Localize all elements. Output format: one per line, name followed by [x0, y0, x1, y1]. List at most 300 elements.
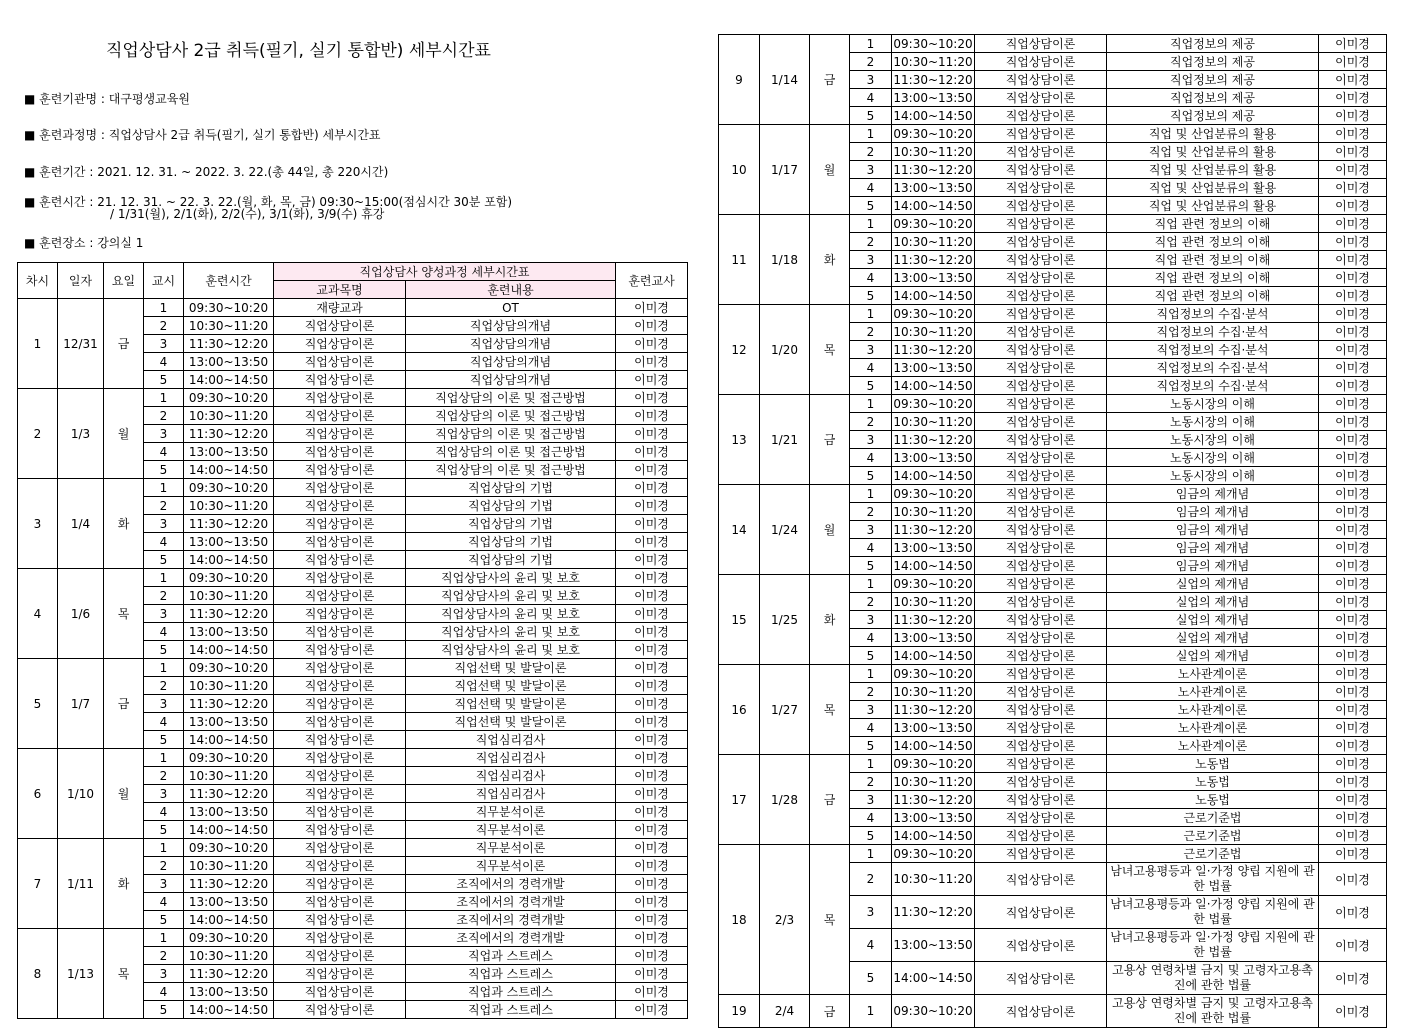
training-content: 노사관계이론	[1107, 737, 1319, 755]
subject-name: 직업상담이론	[975, 305, 1107, 323]
training-content: 직업 및 산업분류의 활용	[1107, 143, 1319, 161]
training-content: 직업 관련 정보의 이해	[1107, 251, 1319, 269]
training-content: 직업과 스트레스	[406, 1001, 616, 1019]
session-date: 2/3	[760, 845, 810, 995]
subject-name: 직업상담이론	[975, 647, 1107, 665]
header-group: 직업상담사 양성과정 세부시간표	[274, 263, 616, 281]
training-content: 직업상담의개념	[406, 371, 616, 389]
session-weekday: 금	[104, 659, 144, 749]
period-time: 09:30~10:20	[184, 839, 274, 857]
teacher-name: 이미경	[616, 605, 688, 623]
header-subject: 교과목명	[274, 281, 406, 299]
session-weekday: 금	[104, 299, 144, 389]
subject-name: 직업상담이론	[274, 839, 406, 857]
period-number: 5	[850, 647, 892, 665]
period-time: 10:30~11:20	[184, 587, 274, 605]
period-number: 2	[144, 677, 184, 695]
teacher-name: 이미경	[1319, 719, 1387, 737]
period-time: 10:30~11:20	[184, 317, 274, 335]
period-time: 11:30~12:20	[893, 252, 973, 267]
teacher-name: 이미경	[1319, 845, 1387, 863]
subject-name: 직업상담이론	[975, 896, 1107, 929]
table-row	[719, 305, 1387, 323]
teacher-name: 이미경	[616, 947, 688, 965]
teacher-name: 이미경	[1319, 323, 1387, 341]
training-content: 임금의 제개념	[1107, 521, 1319, 539]
subject-name: 직업상담이론	[274, 569, 406, 587]
teacher-name: 이미경	[616, 767, 688, 785]
period-number: 4	[144, 623, 184, 641]
subject-name: 직업상담이론	[274, 983, 406, 1001]
period-number: 3	[850, 431, 892, 449]
period-time: 10:30~11:20	[184, 857, 274, 875]
teacher-name: 이미경	[616, 623, 688, 641]
teacher-name: 이미경	[616, 695, 688, 713]
period-number: 1	[850, 845, 892, 863]
subject-name: 직업상담이론	[274, 965, 406, 983]
session-number: 17	[719, 755, 760, 845]
training-content: 직업 관련 정보의 이해	[1107, 287, 1319, 305]
period-number: 4	[144, 533, 184, 551]
training-content: 직업심리검사	[406, 731, 616, 749]
session-number: 8	[18, 929, 58, 1019]
table-row	[18, 479, 688, 497]
period-time: 14:00~14:50	[184, 551, 274, 569]
teacher-name: 이미경	[1319, 89, 1387, 107]
teacher-name: 이미경	[1319, 413, 1387, 431]
teacher-name: 이미경	[616, 839, 688, 857]
period-time: 11:30~12:20	[184, 605, 274, 623]
session-number: 4	[18, 569, 58, 659]
teacher-name: 이미경	[616, 515, 688, 533]
session-weekday: 월	[810, 485, 850, 575]
period-time: 14:00~14:50	[892, 962, 975, 995]
period-number: 5	[850, 962, 892, 995]
teacher-name: 이미경	[1319, 896, 1387, 929]
session-date: 2/4	[760, 995, 810, 1028]
training-content: 직업상담의 이론 및 접근방법	[406, 407, 616, 425]
teacher-name: 이미경	[1319, 683, 1387, 701]
period-time: 09:30~10:20	[893, 666, 973, 681]
subject-name: 직업상담이론	[975, 485, 1107, 503]
period-time: 13:00~13:50	[184, 803, 274, 821]
period-time: 09:30~10:20	[184, 389, 274, 407]
period-number: 5	[850, 197, 892, 215]
teacher-name: 이미경	[1319, 929, 1387, 962]
training-content: 노동법	[1107, 791, 1319, 809]
period-time: 10:30~11:20	[893, 234, 973, 249]
teacher-name: 이미경	[1319, 791, 1387, 809]
training-content: 노동법	[1107, 755, 1319, 773]
teacher-name: 이미경	[616, 497, 688, 515]
subject-name: 직업상담이론	[274, 767, 406, 785]
period-number: 3	[144, 695, 184, 713]
training-content: 직업상담의개념	[406, 317, 616, 335]
session-weekday: 화	[810, 575, 850, 665]
period-number: 3	[850, 341, 892, 359]
period-number: 3	[144, 335, 184, 353]
teacher-name: 이미경	[616, 875, 688, 893]
subject-name: 직업상담이론	[975, 215, 1107, 233]
teacher-name: 이미경	[1319, 539, 1387, 557]
training-content: 직업상담의 이론 및 접근방법	[406, 461, 616, 479]
training-content: 직업선택 및 발달이론	[406, 713, 616, 731]
subject-name: 직업상담이론	[975, 269, 1107, 287]
period-time: 13:00~13:50	[893, 540, 973, 555]
period-number: 4	[144, 443, 184, 461]
period-time: 13:00~13:50	[184, 443, 274, 461]
period-number: 5	[144, 551, 184, 569]
training-content: 직업 및 산업분류의 활용	[1107, 161, 1319, 179]
training-content: 임금의 제개념	[1107, 485, 1319, 503]
period-number: 3	[850, 701, 892, 719]
teacher-name: 이미경	[616, 857, 688, 875]
period-time: 09:30~10:20	[893, 36, 973, 51]
training-content: 근로기준법	[1107, 845, 1319, 863]
subject-name: 직업상담이론	[975, 557, 1107, 575]
period-number: 4	[850, 359, 892, 377]
period-number: 4	[850, 449, 892, 467]
teacher-name: 이미경	[616, 443, 688, 461]
period-time: 13:00~13:50	[893, 360, 973, 375]
teacher-name: 이미경	[1319, 467, 1387, 485]
training-content: 노동시장의 이해	[1107, 395, 1319, 413]
period-number: 5	[144, 731, 184, 749]
teacher-name: 이미경	[1319, 107, 1387, 125]
table-row	[18, 749, 688, 767]
session-date: 1/13	[58, 929, 104, 1019]
session-weekday: 월	[810, 125, 850, 215]
period-number: 3	[850, 791, 892, 809]
period-time: 10:30~11:20	[893, 594, 973, 609]
period-number: 1	[144, 299, 184, 317]
teacher-name: 이미경	[616, 893, 688, 911]
training-content: 직무분석이론	[406, 857, 616, 875]
training-content: 직업정보의 수집·분석	[1107, 377, 1319, 395]
subject-name: 직업상담이론	[975, 467, 1107, 485]
period-time: 11:30~12:20	[893, 792, 973, 807]
teacher-name: 이미경	[1319, 737, 1387, 755]
teacher-name: 이미경	[616, 731, 688, 749]
period-number: 4	[850, 809, 892, 827]
period-time: 11:30~12:20	[893, 72, 973, 87]
teacher-name: 이미경	[1319, 995, 1387, 1028]
training-content: 실업의 제개념	[1107, 575, 1319, 593]
schedule-table-left	[17, 262, 688, 1019]
teacher-name: 이미경	[616, 587, 688, 605]
subject-name: 직업상담이론	[274, 497, 406, 515]
subject-name: 직업상담이론	[274, 821, 406, 839]
session-date: 1/7	[58, 659, 104, 749]
subject-name: 직업상담이론	[274, 533, 406, 551]
teacher-name: 이미경	[1319, 665, 1387, 683]
training-content: 직업정보의 제공	[1107, 35, 1319, 53]
teacher-name: 이미경	[616, 407, 688, 425]
period-time: 14:00~14:50	[184, 821, 274, 839]
period-time: 10:30~11:20	[893, 414, 973, 429]
session-number: 11	[719, 215, 760, 305]
table-row	[719, 845, 1387, 863]
subject-name: 직업상담이론	[975, 863, 1107, 896]
session-date: 1/24	[760, 485, 810, 575]
subject-name: 직업상담이론	[274, 479, 406, 497]
period-number: 4	[850, 719, 892, 737]
subject-name: 직업상담이론	[274, 425, 406, 443]
period-time: 14:00~14:50	[184, 461, 274, 479]
period-number: 3	[850, 611, 892, 629]
period-time: 14:00~14:50	[184, 731, 274, 749]
period-time: 09:30~10:20	[184, 479, 274, 497]
info-hours: ■ 훈련시간 : 21. 12. 31. ~ 22. 3. 22.(월, 화, 목, 금) 09:30~15:00(점심시간 30분 포함)	[24, 195, 513, 209]
subject-name: 직업상담이론	[274, 605, 406, 623]
period-number: 2	[850, 323, 892, 341]
teacher-name: 이미경	[1319, 35, 1387, 53]
training-content: 직업상담의 이론 및 접근방법	[406, 443, 616, 461]
session-weekday: 목	[810, 305, 850, 395]
subject-name: 직업상담이론	[975, 143, 1107, 161]
period-number: 3	[144, 515, 184, 533]
subject-name: 직업상담이론	[274, 947, 406, 965]
session-weekday: 목	[104, 569, 144, 659]
subject-name: 직업상담이론	[975, 995, 1107, 1028]
period-number: 4	[850, 929, 892, 962]
training-content: 실업의 제개념	[1107, 611, 1319, 629]
training-content: 노사관계이론	[1107, 719, 1319, 737]
info-course: ■ 훈련과정명 : 직업상담사 2급 취득(필기, 실기 통합반) 세부시간표	[24, 128, 381, 142]
session-date: 1/11	[58, 839, 104, 929]
period-number: 2	[850, 593, 892, 611]
teacher-name: 이미경	[616, 1001, 688, 1019]
table-row	[719, 755, 1387, 773]
period-number: 3	[850, 896, 892, 929]
period-time: 10:30~11:20	[893, 774, 973, 789]
period-number: 3	[850, 161, 892, 179]
period-time: 13:00~13:50	[184, 713, 274, 731]
table-row	[18, 389, 688, 407]
teacher-name: 이미경	[616, 353, 688, 371]
session-number: 19	[719, 995, 760, 1028]
training-content: 조직에서의 경력개발	[406, 893, 616, 911]
session-date: 1/3	[58, 389, 104, 479]
teacher-name: 이미경	[616, 785, 688, 803]
training-content: 조직에서의 경력개발	[406, 875, 616, 893]
teacher-name: 이미경	[616, 569, 688, 587]
period-time: 10:30~11:20	[893, 504, 973, 519]
teacher-name: 이미경	[1319, 143, 1387, 161]
training-content: 실업의 제개념	[1107, 629, 1319, 647]
training-content: 직업정보의 제공	[1107, 107, 1319, 125]
header-session: 차시	[18, 263, 58, 299]
teacher-name: 이미경	[1319, 449, 1387, 467]
session-number: 16	[719, 665, 760, 755]
session-date: 1/10	[58, 749, 104, 839]
teacher-name: 이미경	[616, 677, 688, 695]
period-time: 11:30~12:20	[893, 522, 973, 537]
training-content: 직업심리검사	[406, 749, 616, 767]
subject-name: 직업상담이론	[274, 371, 406, 389]
training-content: 고용상 연령차별 금지 및 고령자고용촉진에 관한 법률	[1107, 995, 1319, 1028]
subject-name: 직업상담이론	[975, 71, 1107, 89]
period-time: 09:30~10:20	[893, 126, 973, 141]
training-content: 직업상담의개념	[406, 353, 616, 371]
teacher-name: 이미경	[1319, 593, 1387, 611]
training-content: 남녀고용평등과 일·가정 양립 지원에 관한 법률	[1107, 896, 1319, 929]
subject-name: 직업상담이론	[975, 683, 1107, 701]
subject-name: 직업상담이론	[274, 587, 406, 605]
period-time: 13:00~13:50	[184, 983, 274, 1001]
period-time: 14:00~14:50	[893, 828, 973, 843]
session-date: 1/4	[58, 479, 104, 569]
info-institution: ■ 훈련기관명 : 대구평생교육원	[24, 92, 190, 106]
teacher-name: 이미경	[1319, 395, 1387, 413]
period-time: 09:30~10:20	[893, 396, 973, 411]
session-number: 14	[719, 485, 760, 575]
subject-name: 직업상담이론	[975, 359, 1107, 377]
teacher-name: 이미경	[616, 551, 688, 569]
teacher-name: 이미경	[1319, 215, 1387, 233]
table-row	[18, 659, 688, 677]
training-content: 직업심리검사	[406, 785, 616, 803]
teacher-name: 이미경	[1319, 863, 1387, 896]
teacher-name: 이미경	[1319, 305, 1387, 323]
period-time: 13:00~13:50	[893, 630, 973, 645]
training-content: 조직에서의 경력개발	[406, 911, 616, 929]
teacher-name: 이미경	[616, 965, 688, 983]
period-time: 10:30~11:20	[893, 144, 973, 159]
session-date: 1/20	[760, 305, 810, 395]
header-content: 훈련내용	[406, 281, 616, 299]
subject-name: 직업상담이론	[274, 515, 406, 533]
table-row	[719, 125, 1387, 143]
training-content: 직업상담사의 윤리 및 보호	[406, 605, 616, 623]
subject-name: 직업상담이론	[274, 317, 406, 335]
teacher-name: 이미경	[1319, 125, 1387, 143]
period-number: 2	[850, 413, 892, 431]
subject-name: 재량교과	[274, 299, 406, 317]
teacher-name: 이미경	[1319, 575, 1387, 593]
period-number: 4	[144, 983, 184, 1001]
period-number: 1	[850, 665, 892, 683]
period-number: 1	[850, 755, 892, 773]
period-time: 13:00~13:50	[184, 893, 274, 911]
subject-name: 직업상담이론	[975, 755, 1107, 773]
info-period: ■ 훈련기간 : 2021. 12. 31. ~ 2022. 3. 22.(총 44일, 총 220시간)	[24, 165, 389, 179]
period-time: 10:30~11:20	[184, 407, 274, 425]
period-number: 3	[850, 71, 892, 89]
period-number: 3	[144, 785, 184, 803]
training-content: 직무분석이론	[406, 803, 616, 821]
period-number: 2	[850, 233, 892, 251]
period-time: 13:00~13:50	[893, 450, 973, 465]
period-number: 5	[144, 821, 184, 839]
teacher-name: 이미경	[616, 803, 688, 821]
session-weekday: 화	[104, 839, 144, 929]
period-number: 1	[144, 749, 184, 767]
subject-name: 직업상담이론	[274, 461, 406, 479]
training-content: 노동시장의 이해	[1107, 449, 1319, 467]
session-number: 9	[719, 35, 760, 125]
training-content: 직업선택 및 발달이론	[406, 677, 616, 695]
training-content: 직업 및 산업분류의 활용	[1107, 197, 1319, 215]
training-content: 노사관계이론	[1107, 683, 1319, 701]
period-time: 11:30~12:20	[893, 162, 973, 177]
period-time: 13:00~13:50	[893, 810, 973, 825]
training-content: 직업상담사의 윤리 및 보호	[406, 623, 616, 641]
training-content: 직업정보의 제공	[1107, 71, 1319, 89]
table-row	[18, 569, 688, 587]
period-number: 1	[850, 35, 892, 53]
training-content: 임금의 제개념	[1107, 539, 1319, 557]
subject-name: 직업상담이론	[975, 179, 1107, 197]
period-time: 11:30~12:20	[184, 335, 274, 353]
teacher-name: 이미경	[1319, 251, 1387, 269]
training-content: 직업상담의 기법	[406, 479, 616, 497]
header-period: 교시	[144, 263, 184, 299]
teacher-name: 이미경	[616, 299, 688, 317]
training-content: 직업정보의 제공	[1107, 53, 1319, 71]
period-number: 1	[850, 215, 892, 233]
period-time: 14:00~14:50	[893, 648, 973, 663]
teacher-name: 이미경	[1319, 269, 1387, 287]
period-time: 13:00~13:50	[892, 929, 975, 962]
period-time: 10:30~11:20	[184, 947, 274, 965]
training-content: 직업정보의 수집·분석	[1107, 359, 1319, 377]
period-number: 1	[850, 305, 892, 323]
period-time: 14:00~14:50	[893, 558, 973, 573]
teacher-name: 이미경	[1319, 485, 1387, 503]
teacher-name: 이미경	[1319, 197, 1387, 215]
session-weekday: 화	[810, 215, 850, 305]
period-number: 2	[850, 503, 892, 521]
period-time: 11:30~12:20	[892, 896, 975, 929]
training-content: 직업정보의 제공	[1107, 89, 1319, 107]
period-time: 10:30~11:20	[184, 497, 274, 515]
training-content: 노사관계이론	[1107, 701, 1319, 719]
table-row	[719, 995, 1387, 1028]
period-time: 13:00~13:50	[184, 353, 274, 371]
teacher-name: 이미경	[616, 749, 688, 767]
training-content: 남녀고용평등과 일·가정 양립 지원에 관한 법률	[1107, 929, 1319, 962]
subject-name: 직업상담이론	[975, 89, 1107, 107]
teacher-name: 이미경	[616, 389, 688, 407]
period-number: 4	[850, 629, 892, 647]
training-content: 노사관계이론	[1107, 665, 1319, 683]
session-date: 1/21	[760, 395, 810, 485]
session-number: 5	[18, 659, 58, 749]
teacher-name: 이미경	[616, 533, 688, 551]
training-content: 직업상담의 이론 및 접근방법	[406, 425, 616, 443]
period-time: 11:30~12:20	[184, 425, 274, 443]
training-content: 직무분석이론	[406, 821, 616, 839]
subject-name: 직업상담이론	[274, 893, 406, 911]
session-weekday: 월	[104, 389, 144, 479]
period-number: 2	[850, 773, 892, 791]
period-number: 1	[144, 659, 184, 677]
session-weekday: 목	[104, 929, 144, 1019]
subject-name: 직업상담이론	[975, 827, 1107, 845]
session-date: 1/25	[760, 575, 810, 665]
period-time: 11:30~12:20	[184, 695, 274, 713]
training-content: 직업상담사의 윤리 및 보호	[406, 569, 616, 587]
session-number: 3	[18, 479, 58, 569]
session-weekday: 목	[810, 845, 850, 995]
period-number: 3	[144, 965, 184, 983]
teacher-name: 이미경	[1319, 53, 1387, 71]
teacher-name: 이미경	[1319, 827, 1387, 845]
period-time: 14:00~14:50	[893, 468, 973, 483]
training-content: 직업상담의 기법	[406, 497, 616, 515]
period-number: 3	[144, 875, 184, 893]
